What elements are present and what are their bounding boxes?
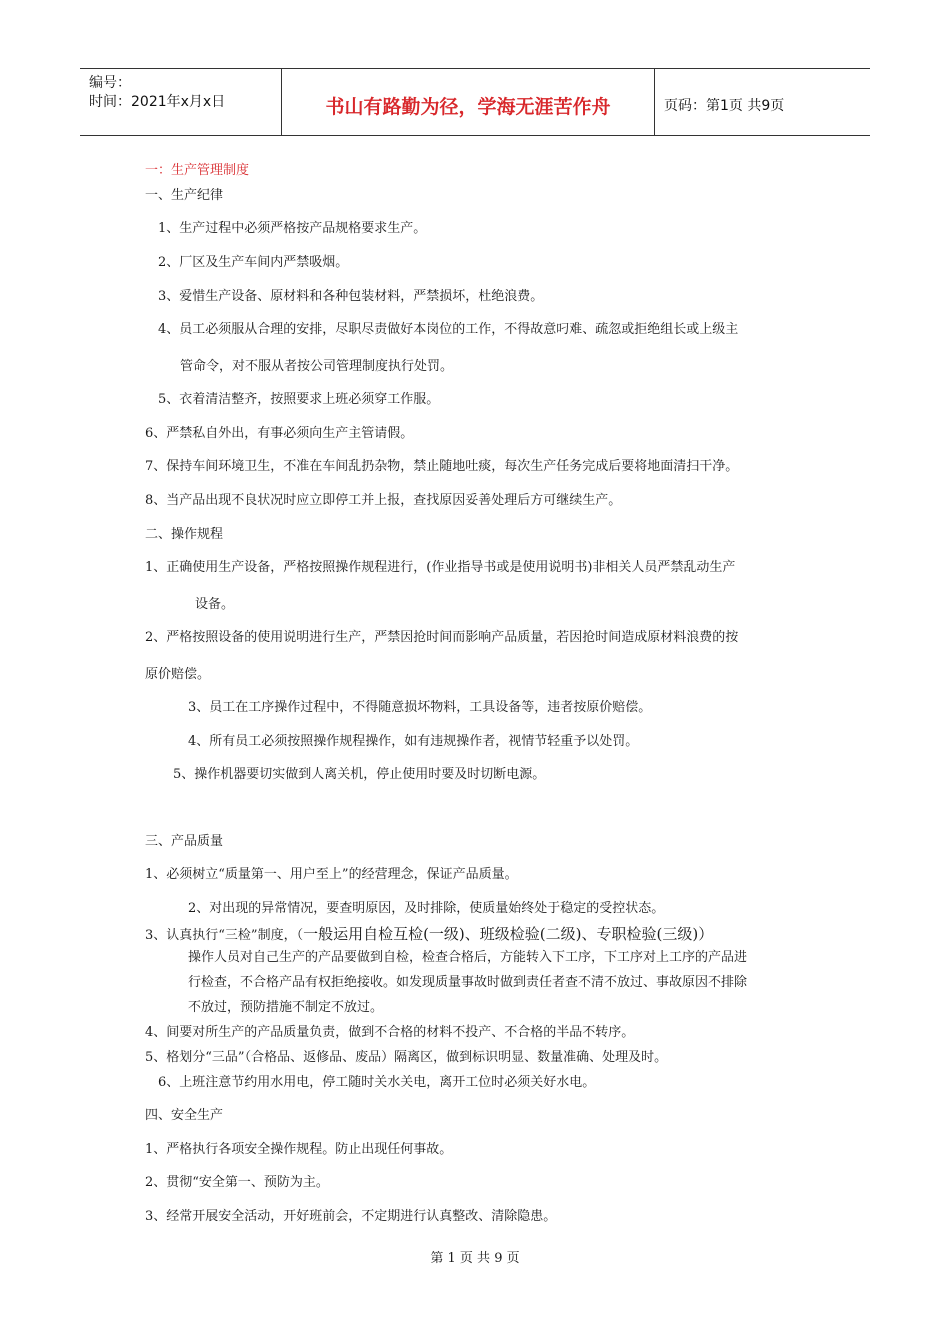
list-item: 4、所有员工必须按照操作规程操作，如有违规操作者，视情节轻重予以处罚。 [188, 734, 639, 749]
section-heading-operation: 二、操作规程 [145, 527, 224, 542]
list-item: 4、间要对所生产的产品质量负责，做到不合格的材料不投产、不合格的半品不转序。 [145, 1025, 635, 1040]
page-code: 页码：第1页 共9页 [664, 98, 785, 114]
list-item-continuation: 原价赔偿。 [145, 667, 211, 682]
list-item: 5、格划分“三品”（合格品、返修品、废品）隔离区，做到标识明显、数量准确、处理及时。 [145, 1050, 668, 1065]
section-heading-quality: 三、产品质量 [145, 834, 224, 849]
list-item: 2、厂区及生产车间内严禁吸烟。 [158, 255, 349, 270]
list-item: 1、正确使用生产设备，严格按照操作规程进行，(作业指导书或是使用说明书)非相关人员严禁乱动生产 [145, 560, 736, 575]
header-motto: 书山有路勤为径，学海无涯苦作舟 [325, 96, 611, 118]
list-item: 8、当产品出现不良状况时应立即停工并上报，查找原因妥善处理后方可继续生产。 [145, 493, 622, 508]
list-item: 3、员工在工序操作过程中，不得随意损坏物料，工具设备等，违者按原价赔偿。 [188, 700, 652, 715]
list-item: 1、严格执行各项安全操作规程。防止出现任何事故。 [145, 1142, 453, 1157]
list-item: 4、员工必须服从合理的安排，尽职尽责做好本岗位的工作，不得故意叼难、疏忽或拒绝组长或上级主 [158, 322, 739, 337]
list-item-continuation: 设备。 [195, 597, 235, 612]
list-item: 3、经常开展安全活动，开好班前会，不定期进行认真整改、清除隐患。 [145, 1209, 557, 1224]
list-item-prefix: 3、认真执行“三检”制度，（ [145, 928, 304, 943]
section-heading-safety: 四、安全生产 [145, 1108, 224, 1123]
list-item: 5、操作机器要切实做到人离关机，停止使用时要及时切断电源。 [173, 767, 546, 782]
list-item: 1、生产过程中必须严格按产品规格要求生产。 [158, 221, 427, 236]
section-heading-discipline: 一、生产纪律 [145, 188, 224, 203]
list-item [145, 925, 713, 945]
header-bottom-border [80, 135, 870, 136]
list-item: 2、贯彻“安全第一、预防为主。 [145, 1175, 329, 1190]
list-item-emphasis: 一般运用自检互检(一级)、班级检验(二级)、专职检验(三级)） [303, 925, 714, 943]
doc-number-label: 编号： [89, 75, 131, 91]
list-item-continuation: 不放过，预防措施不制定不放过。 [188, 1000, 384, 1015]
list-item: 2、对出现的异常情况，要查明原因，及时排除，使质量始终处于稳定的受控状态。 [188, 901, 665, 916]
list-item: 3、爱惜生产设备、原材料和各种包装材料，严禁损坏，杜绝浪费。 [158, 289, 544, 304]
list-item: 7、保持车间环境卫生，不准在车间乱扔杂物，禁止随地吐痰，每次生产任务完成后要将地面清扫干净。 [145, 459, 739, 474]
list-item-continuation: 管命令，对不服从者按公司管理制度执行处罚。 [180, 359, 454, 374]
header-top-border [80, 68, 870, 69]
header-divider-right [654, 68, 655, 136]
list-item: 1、必须树立“质量第一、用户至上”的经营理念，保证产品质量。 [145, 867, 518, 882]
list-item-continuation: 行检查，不合格产品有权拒绝接收。如发现质量事故时做到责任者查不清不放过、事故原因不排除 [188, 975, 748, 990]
doc-time-label: 时间：2021年x月x日 [89, 94, 226, 110]
list-item: 2、严格按照设备的使用说明进行生产，严禁因抢时间而影响产品质量，若因抢时间造成原材料浪费的按 [145, 630, 739, 645]
list-item: 5、衣着清洁整齐，按照要求上班必须穿工作服。 [158, 392, 440, 407]
list-item: 6、严禁私自外出，有事必须向生产主管请假。 [145, 426, 414, 441]
list-item-continuation: 操作人员对自己生产的产品要做到自检，检查合格后，方能转入下工序，下工序对上工序的产品进 [188, 950, 748, 965]
page-footer: 第 1 页 共 9 页 [430, 1251, 520, 1266]
list-item: 6、上班注意节约用水用电，停工随时关水关电，离开工位时必须关好水电。 [158, 1075, 596, 1090]
main-title: 一：生产管理制度 [145, 163, 250, 178]
